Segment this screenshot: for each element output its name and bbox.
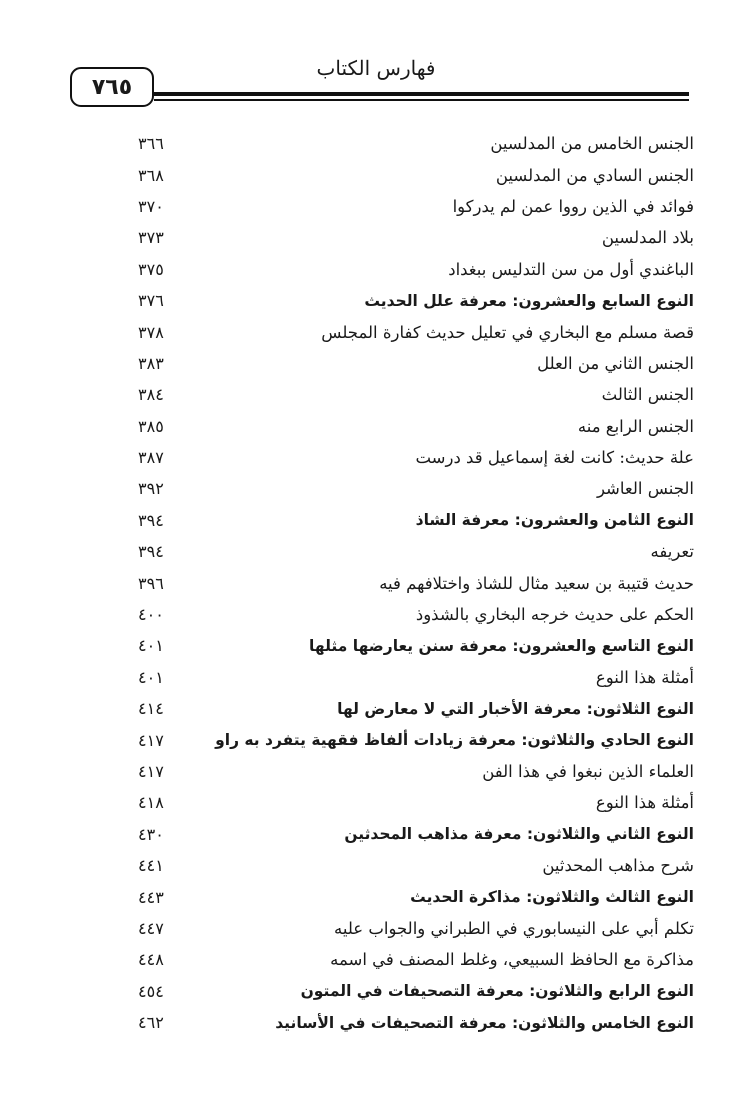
index-entry xyxy=(138,536,694,567)
entry-title: حديث قتيبة بن سعيد مثال للشاذ واختلافهم فيه xyxy=(379,573,694,593)
index-entry xyxy=(138,159,694,190)
index-entry xyxy=(138,348,694,379)
index-list xyxy=(138,128,694,1038)
entry-title: الباغندي أول من سن التدليس ببغداد xyxy=(448,259,694,279)
entry-page-number: ٤١٧ xyxy=(138,762,164,781)
entry-page-number: ٤٤٣ xyxy=(138,887,164,907)
entry-page-number: ٣٧٠ xyxy=(138,196,164,216)
entry-title: الجنس السادي من المدلسين xyxy=(495,165,694,185)
header-rule-thick xyxy=(154,92,689,96)
entry-page-number: ٣٧٥ xyxy=(138,259,164,279)
entry-title: النوع الرابع والثلاثون: معرفة التصحيفات في المتون xyxy=(300,982,694,1001)
index-entry xyxy=(138,567,694,598)
index-section-heading xyxy=(138,819,694,850)
index-section-heading xyxy=(138,285,694,316)
entry-title: الحكم على حديث خرجه البخاري بالشذوذ xyxy=(415,605,694,625)
entry-page-number: ٤٤٨ xyxy=(138,950,164,970)
entry-page-number: ٣٨٣ xyxy=(138,353,164,373)
entry-page-number: ٤١٨ xyxy=(138,793,164,813)
entry-page-number: ٤١٧ xyxy=(138,730,164,750)
entry-page-number: ٤٤٧ xyxy=(138,918,164,938)
index-entry xyxy=(138,316,694,347)
entry-page-number: ٣٨٤ xyxy=(138,385,164,405)
entry-title: بلاد المدلسين xyxy=(601,228,694,248)
index-entry xyxy=(138,191,694,222)
entry-page-number: ٣٩٤ xyxy=(138,542,164,562)
entry-title: العلماء الذين نبغوا في هذا الفن xyxy=(482,762,694,781)
index-entry xyxy=(138,599,694,630)
index-entry xyxy=(138,756,694,787)
entry-page-number: ٣٦٦ xyxy=(138,134,164,154)
entry-page-number: ٤٦٢ xyxy=(138,1013,164,1033)
entry-title: شرح مذاهب المحدثين xyxy=(542,856,694,876)
entry-page-number: ٣٦٨ xyxy=(138,165,164,185)
index-entry xyxy=(138,411,694,442)
entry-title: فوائد في الذين رووا عمن لم يدركوا xyxy=(452,196,694,216)
entry-title: الجنس الثالث xyxy=(601,385,694,405)
index-section-heading xyxy=(138,976,694,1007)
page-number-badge xyxy=(70,67,154,107)
entry-page-number: ٤٤١ xyxy=(138,856,164,876)
entry-page-number: ٤٠٠ xyxy=(138,605,164,625)
index-section-heading xyxy=(138,881,694,912)
entry-title: النوع الحادي والثلاثون: معرفة زيادات ألفاظ فقهية يتفرد به راو xyxy=(215,731,694,750)
entry-title: الجنس الخامس من المدلسين xyxy=(490,134,694,154)
index-entry xyxy=(138,379,694,410)
index-section-heading xyxy=(138,724,694,755)
index-entry xyxy=(138,913,694,944)
entry-page-number: ٤٥٤ xyxy=(138,981,164,1001)
entry-title: مذاكرة مع الحافظ السبيعي، وغلط المصنف في اسمه xyxy=(330,950,694,970)
entry-page-number: ٣٩٤ xyxy=(138,510,164,530)
entry-title: أمثلة هذا النوع xyxy=(595,667,694,687)
entry-page-number: ٣٨٥ xyxy=(138,416,164,436)
entry-title: قصة مسلم مع البخاري في تعليل حديث كفارة المجلس xyxy=(321,322,694,342)
entry-title: تعريفه xyxy=(650,542,694,562)
entry-title: الجنس العاشر xyxy=(596,479,694,499)
entry-page-number: ٣٩٦ xyxy=(138,573,164,593)
entry-page-number: ٣٧٦ xyxy=(138,291,164,311)
index-section-heading xyxy=(138,693,694,724)
entry-title: النوع التاسع والعشرون: معرفة سنن يعارضها مثلها xyxy=(309,636,694,655)
entry-title: النوع الثلاثون: معرفة الأخبار التي لا معارض لها xyxy=(337,699,694,718)
index-section-heading xyxy=(138,630,694,661)
entry-title: تكلم أبي على النيسابوري في الطبراني والجواب عليه xyxy=(334,918,694,938)
entry-page-number: ٤٠١ xyxy=(138,667,164,687)
entry-title: النوع الثامن والعشرون: معرفة الشاذ xyxy=(415,511,694,530)
entry-page-number: ٤١٤ xyxy=(138,699,164,719)
index-section-heading xyxy=(138,505,694,536)
running-title: فهارس الكتاب xyxy=(316,56,436,80)
index-entry xyxy=(138,850,694,881)
index-entry xyxy=(138,662,694,693)
entry-title: النوع السابع والعشرون: معرفة علل الحديث xyxy=(364,291,694,310)
header-rule-thin xyxy=(154,99,689,101)
entry-title: أمثلة هذا النوع xyxy=(595,793,694,813)
entry-page-number: ٣٧٨ xyxy=(138,322,164,342)
index-entry xyxy=(138,944,694,975)
index-section-heading xyxy=(138,1007,694,1038)
index-entry xyxy=(138,222,694,253)
entry-page-number: ٣٨٧ xyxy=(138,448,164,468)
index-entry xyxy=(138,787,694,818)
index-entry xyxy=(138,473,694,504)
entry-page-number: ٤٠١ xyxy=(138,636,164,656)
index-entry xyxy=(138,254,694,285)
entry-title: الجنس الثاني من العلل xyxy=(537,353,694,373)
index-entry xyxy=(138,128,694,159)
entry-title: النوع الثاني والثلاثون: معرفة مذاهب المحدثين xyxy=(344,825,694,844)
entry-page-number: ٣٧٣ xyxy=(138,228,164,248)
entry-title: علة حديث: كانت لغة إسماعيل قد درست xyxy=(415,448,694,468)
entry-title: الجنس الرابع منه xyxy=(577,416,694,436)
entry-page-number: ٤٣٠ xyxy=(138,824,164,844)
page-number: ٧٦٥ xyxy=(91,74,133,100)
entry-title: النوع الثالث والثلاثون: مذاكرة الحديث xyxy=(410,888,694,907)
index-entry xyxy=(138,442,694,473)
entry-title: النوع الخامس والثلاثون: معرفة التصحيفات في الأسانيد xyxy=(275,1013,694,1032)
entry-page-number: ٣٩٢ xyxy=(138,479,164,499)
